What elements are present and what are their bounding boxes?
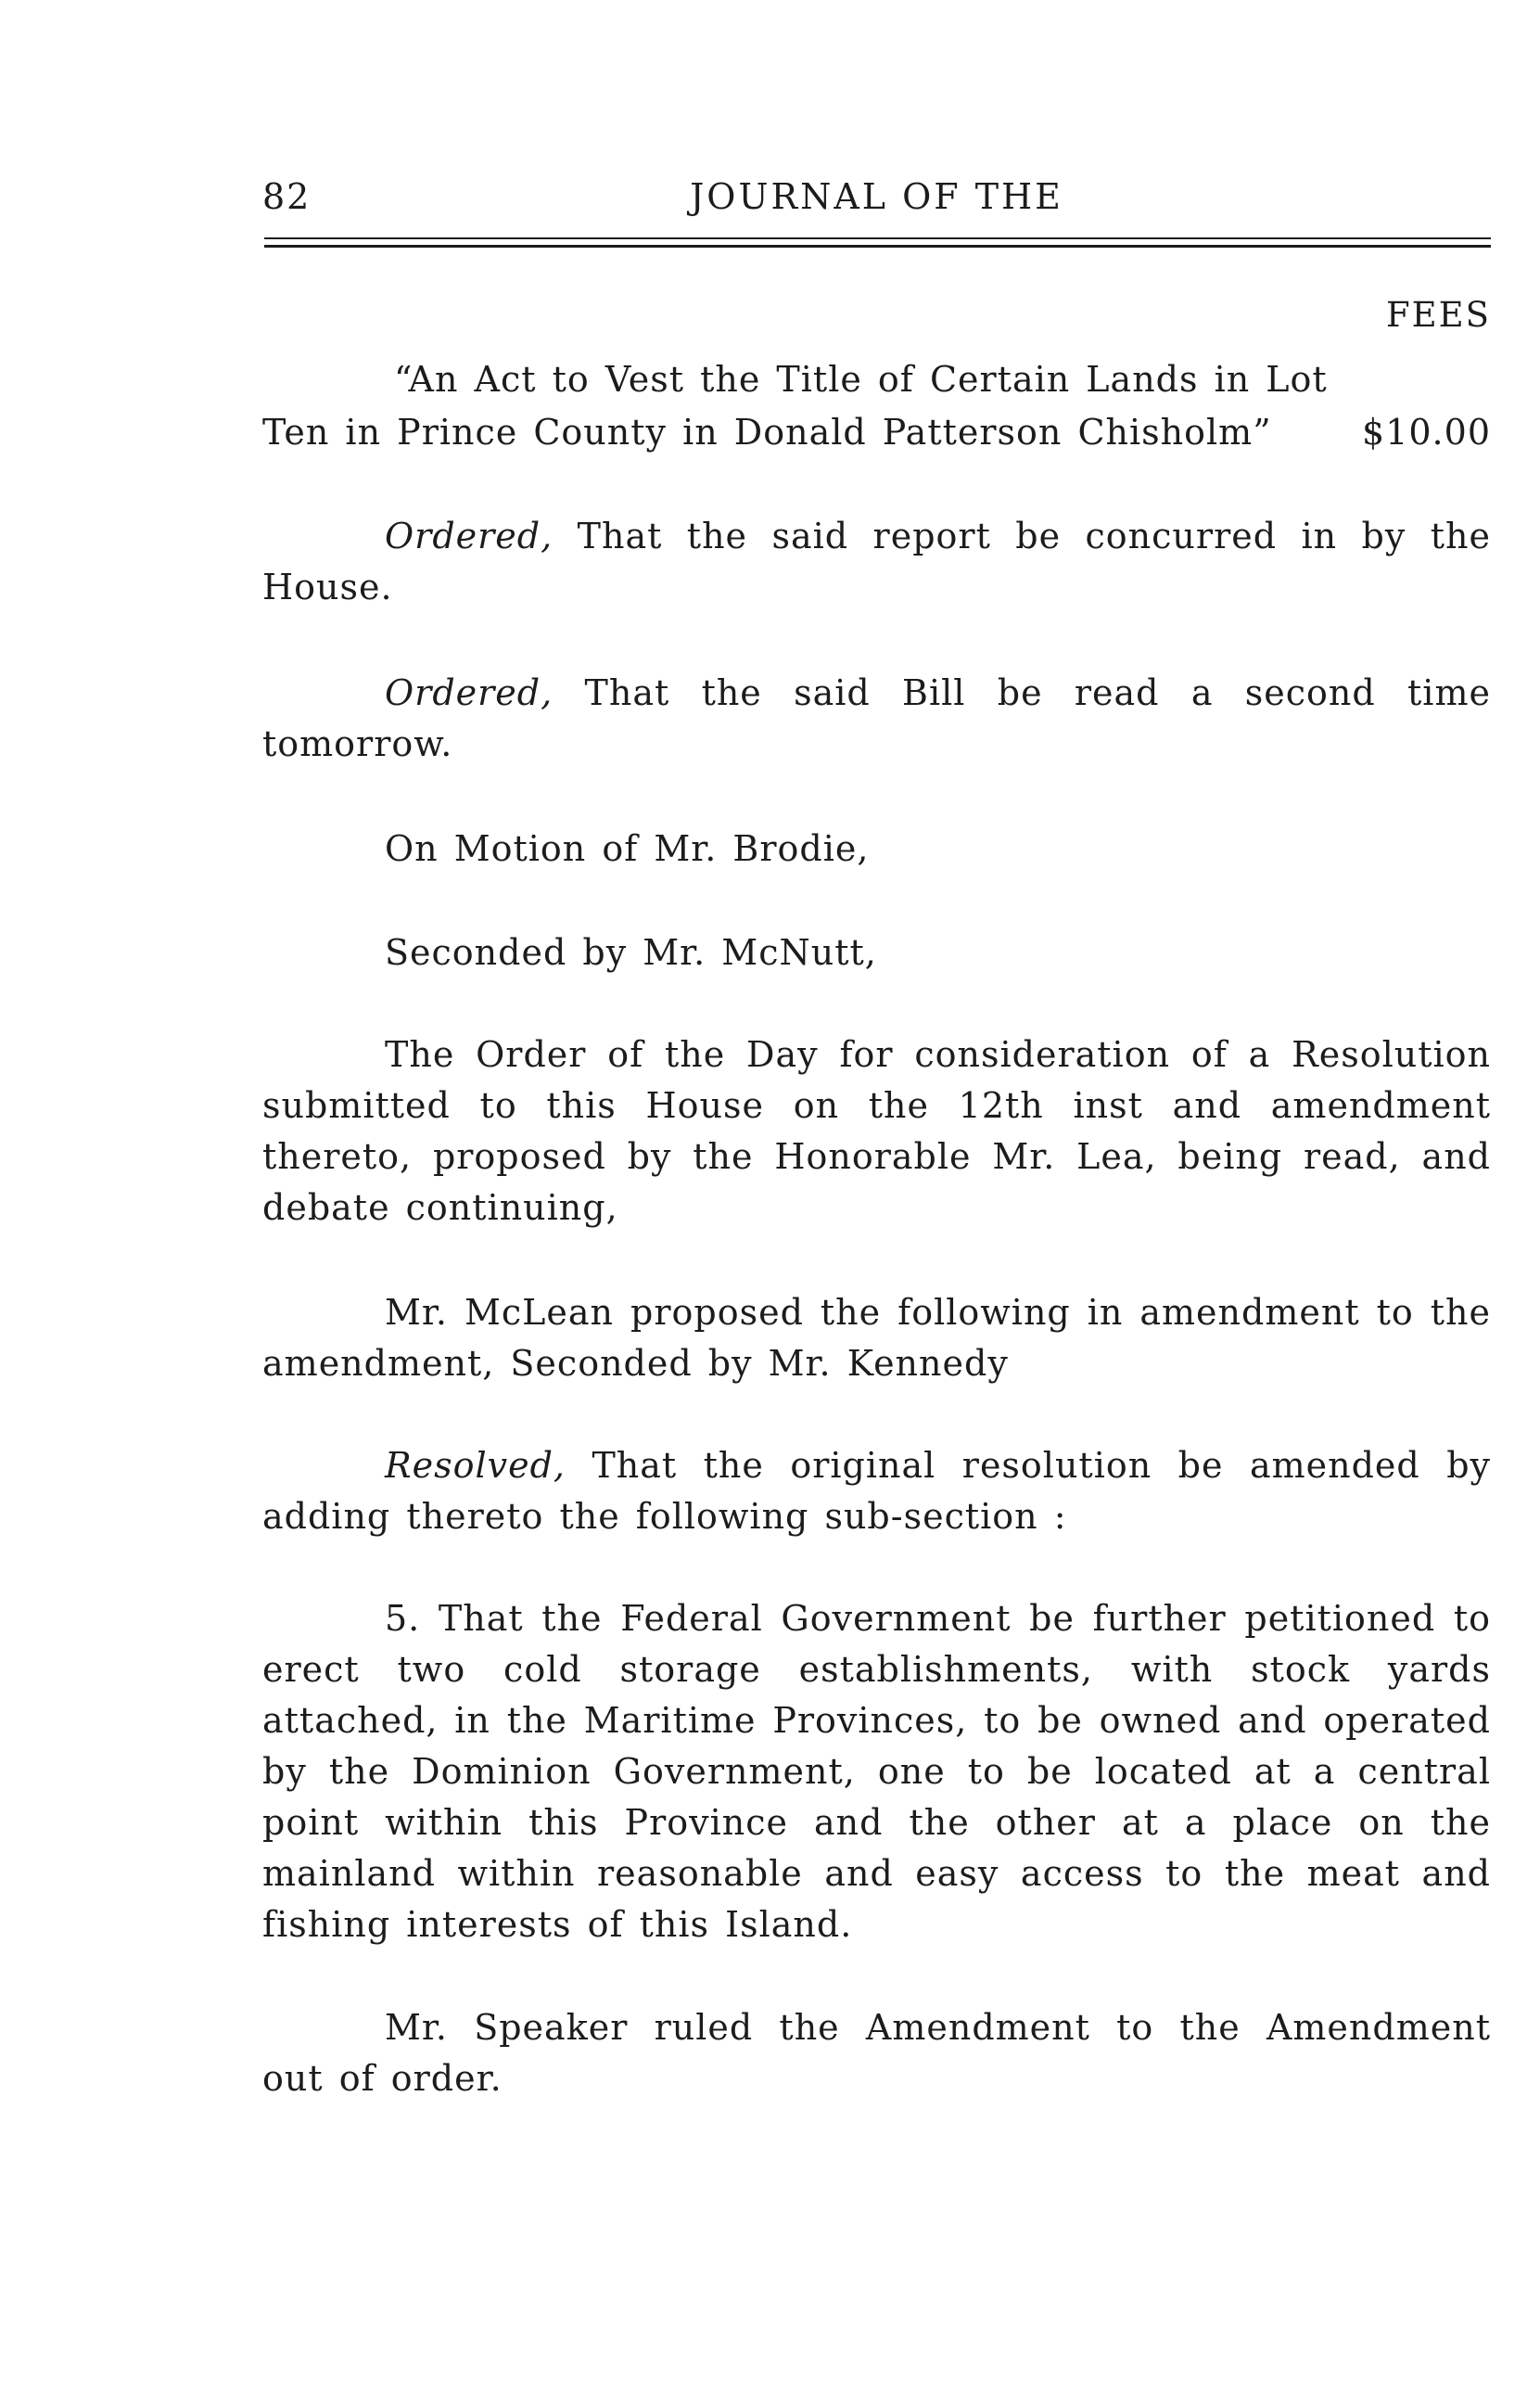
order-of-day-text: The Order of the Day for consideration of a Resolution submitted to this House on the 12th inst and amendment thereto, proposed by the Honorable Mr. Lea, being read, and debate continuing, — [262, 1034, 1491, 1228]
ordered-report-text: That the said report be concurred in by the House. — [262, 516, 1491, 607]
ordered-italic: Ordered, — [385, 516, 554, 556]
page-number: 82 — [262, 176, 312, 217]
paragraph-speaker-ruling — [262, 2002, 1491, 2104]
speaker-ruling-text: Mr. Speaker ruled the Amendment to the Amendment out of order. — [262, 2007, 1491, 2099]
paragraph-section-5 — [262, 1593, 1491, 1950]
paragraph-ordered-report — [262, 511, 1491, 613]
bill-title-line-2: Ten in Prince County in Donald Patterson Chisholm” — [262, 412, 1272, 453]
ordered-italic: Ordered, — [385, 672, 554, 713]
resolved-italic: Resolved, — [385, 1445, 566, 1486]
header-rule-thick — [264, 245, 1491, 248]
resolved-text: That the original resolution be amended by adding thereto the following sub-section : — [262, 1445, 1491, 1537]
seconded-line: Seconded by Mr. McNutt, — [385, 932, 877, 973]
ordered-bill-text: That the said Bill be read a second time tomorrow. — [262, 672, 1491, 764]
paragraph-order-of-day — [262, 1029, 1491, 1233]
bill-fee-amount: $10.00 — [1362, 412, 1491, 453]
mclean-text: Mr. McLean proposed the following in amendment to the amendment, Seconded by Mr. Kennedy — [262, 1292, 1491, 1384]
running-title: JOURNAL OF THE — [690, 176, 1063, 217]
header-rule-thin — [264, 237, 1491, 239]
motion-line: On Motion of Mr. Brodie, — [385, 828, 870, 869]
paragraph-ordered-bill — [262, 668, 1491, 770]
section-5-text: 5. That the Federal Government be further petitioned to erect two cold storage establishments, with stock yards attached, in the Maritime Provinces, to be owned and operated by the Dominion Government, one to be located at a central point within this Province and the other at a place on the mainland within reasonable and easy access to the meat and fishing interests of this Island. — [262, 1598, 1491, 1945]
bill-title-line-1: “An Act to Vest the Title of Certain Lands in Lot — [394, 359, 1328, 400]
paragraph-resolved — [262, 1440, 1491, 1542]
fees-column-heading: FEES — [1385, 295, 1491, 335]
paragraph-mclean-amendment — [262, 1287, 1491, 1389]
page-header — [262, 176, 1491, 232]
